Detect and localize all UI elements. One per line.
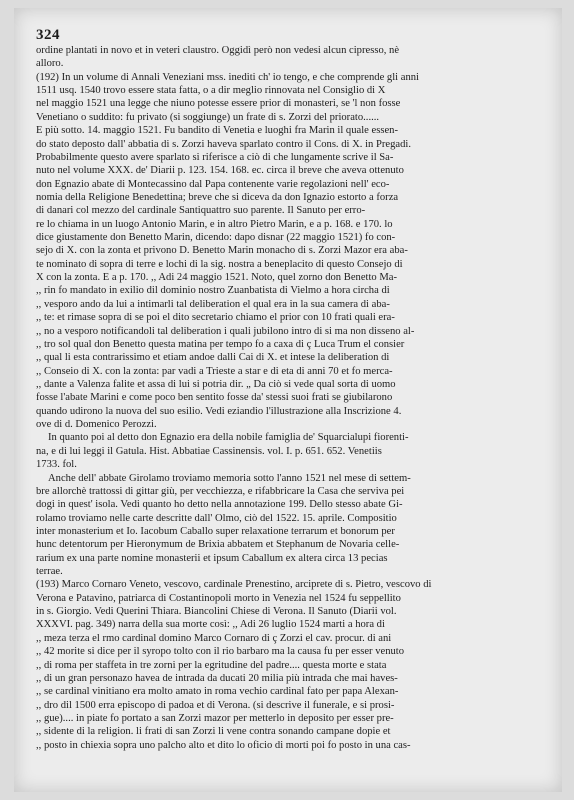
text-line: ,, dante a Valenza falite et assa di lui si potria dir. „ Da ciò si vede qual sorta di uomo	[36, 378, 396, 390]
text-line: nel maggio 1521 una legge che niuno potesse essere prior di monasteri, se 'l non fosse	[36, 98, 401, 110]
text-line: ,, Conseio di X. con la zonta: par vadi a Trieste a star e di eta di anni 70 et fo merca-	[36, 365, 393, 377]
text-line: re lo chiama in un luogo Antonio Marin, e in altro Pietro Marin, e a p. 168. e 170. lo	[36, 218, 393, 230]
text-line: rolamo troviamo nelle carte descritte dall' Olmo, ciò del 1522. 15. aprile. Compositio	[36, 512, 397, 524]
text-line: in s. Giorgio. Vedi Querini Thiara. Biancolini Chiese di Verona. Il Sanuto (Diarii vol.	[36, 606, 397, 618]
text-line: ,, di roma per staffeta in tre zorni per la egritudine del padre.... questa morte e stata	[36, 659, 387, 671]
text-line: dice giustamente don Benetto Marin, dicendo: dapo disnar (22 maggio 1521) fo con-	[36, 232, 396, 244]
page-number: 324	[36, 27, 60, 43]
text-line: ,, se cardinal vinitiano era molto amato in roma vechio cardinal fato per papa Alexan-	[36, 686, 399, 698]
text-line: di danari col mezzo del cardinale Santiquattro suo parente. Il Sanuto per erro-	[36, 205, 366, 217]
text-line: terrae.	[36, 566, 63, 578]
text-line: alloro.	[36, 58, 64, 70]
text-line: E più sotto. 14. maggio 1521. Fu bandito di Venetia e luoghi fra Marin il quale essen-	[36, 125, 398, 137]
text-line: 1511 usq. 1540 trovo essere stata fatta, o a dir meglio rinnovata nel Consiglio di X	[36, 85, 386, 97]
text-line: inter monasterium et Io. Iacobum Caballo super relaxatione terrarum et bonorum per	[36, 525, 395, 537]
text-line: bre allorchè trattossi di gittar giù, per vecchiezza, e rifabbricare la Casa che serviva pei	[36, 485, 405, 497]
text-line: don Egnazio abate di Montecassino dal Papa contenente varie regolazioni nell' eco-	[36, 178, 390, 190]
text-line: ordine plantati in novo et in veteri claustro. Oggidì però non vedesi alcun cipresso, nè	[36, 45, 400, 56]
text-line: ,, rin fo mandato in exilio dil dominio nostro Zuanbatista di Vielmo a hora circha di	[36, 285, 390, 297]
text-line: na, e di lui leggi il Gatula. Hist. Abbatiae Cassinensis. vol. I. p. 651. 652. Venetiis	[36, 445, 382, 457]
text-line: Anche dell' abbate Girolamo troviamo memoria sotto l'anno 1521 nel mese di settem-	[48, 472, 411, 484]
text-line: sejo di X. con la zonta et privono D. Benetto Marin monacho di s. Zorzi Mazor era aba-	[36, 245, 408, 257]
text-line: hunc detentorum per Hieronymum de Brixia abbatem et Stephanum de Novaria celle-	[36, 539, 400, 551]
text-line: (193) Marco Cornaro Veneto, vescovo, cardinale Prenestino, arciprete di s. Pietro, vescovo di	[36, 579, 432, 591]
text-line: ,, 42 morite si dice per il syropo tolto con il rio barbaro ma la causa fu per esser venuto	[36, 646, 405, 658]
text-line: ,, vesporo ando da lui a intimarli tal deliberation el qual era in la sua camera di aba-	[36, 298, 390, 310]
text-line: fosse l'abate Marini e come poco ben sentito fosse da' stessi suoi frati se giubilarono	[36, 392, 393, 404]
text-line: ove di d. Domenico Perozzi.	[36, 419, 157, 431]
text-line: ,, gue).... in piate fo portato a san Zorzi mazor per metterlo in deposito per esser pre-	[36, 712, 394, 724]
text-line: XXXVI. pag. 349) narra della sua morte così: ,, Adi 26 luglio 1524 marti a hora di	[36, 619, 385, 631]
text-line: (192) In un volume di Annali Veneziani mss. inediti ch' io tengo, e che comprende gli anni	[36, 71, 419, 83]
text-line: ,, di un gran personazo havea de intrada da ducati 20 milia più intrada che mai haves-	[36, 672, 398, 684]
text-line: te nominato di sopra di terre e lochi di la sig. nostra a beneplacito di questo Consejo di	[36, 258, 403, 270]
text-line: ,, no a vesporo notificandoli tal deliberation i quali jubilono intro di si ma non disseno al-	[36, 325, 415, 337]
text-line: ,, sidente di la religion. li frati di san Zorzi li vene contra sonando campane dopie et	[36, 726, 391, 738]
document-page	[14, 8, 562, 792]
text-line: rarium ex una parte nomine monasterii et ipsum Caballum ex altera circa 13 pecias	[36, 552, 388, 564]
text-line: dogi in quest' isola. Vedi quanto ho detto nella annotazione 199. Dello stesso abate Gi-	[36, 499, 403, 511]
text-line: Probabilmente questo avere sparlato si riferisce a ciò di che lungamente scrive il Sa-	[36, 151, 394, 163]
text-line: ,, tro sol qual don Benetto questa matina per tempo fo a caxa di ç Luca Trum el consier	[36, 338, 405, 350]
text-line: X con la zonta. E a p. 170. ,, Adi 24 maggio 1521. Noto, quel zorno don Benetto Ma-	[36, 272, 398, 284]
text-line: ,, qual li esta contrarissimo et etiam andoe dalli Cai di X. et intese la deliberation di	[36, 352, 390, 364]
text-line: ,, te: et rimase sopra di se poi el dito secretario chiamo el prior con 10 frati quali era-	[36, 312, 395, 324]
text-line: ,, posto in chiexia sopra uno palcho alto et dito lo oficio di morti poi fo posto in una cas-	[36, 739, 411, 751]
text-line: ,, dro dil 1500 erra episcopo di padoa et di Verona. (si descrive il funerale, e si prosi-	[36, 699, 395, 711]
text-line: nomia della Religione Benedettina; breve che si diceva da don Ignazio estorto a forza	[36, 191, 399, 203]
text-line: nuto nel volume XXX. de' Diarii p. 123. 154. 168. ec. circa il breve che aveva ottenuto	[36, 165, 404, 177]
text-line: ,, meza terza el rmo cardinal domino Marco Cornaro di ç Zorzi el cav. procur. di ani	[36, 632, 392, 644]
text-line: In quanto poi al detto don Egnazio era della nobile famiglia de' Squarcialupi fiorenti-	[48, 432, 409, 444]
body-text	[36, 44, 548, 752]
text-line: quando udirono la nuova del suo esilio. Vedi eziandio l'illustrazione alla Inscrizione 4.	[36, 405, 402, 417]
text-line: 1733. fol.	[36, 459, 77, 471]
text-line: Verona e Patavino, patriarca di Costantinopoli morto in Venezia nel 1524 fu seppellito	[36, 592, 401, 604]
text-line: Venetiano o suddito: fu privato (si soggiunge) un frate di s. Zorzi del priorato......	[36, 111, 380, 123]
text-line: do stato deposto dall' abbatia di s. Zorzi haveva sparlato contro il Cons. di X. in Pregadi.	[36, 138, 411, 150]
